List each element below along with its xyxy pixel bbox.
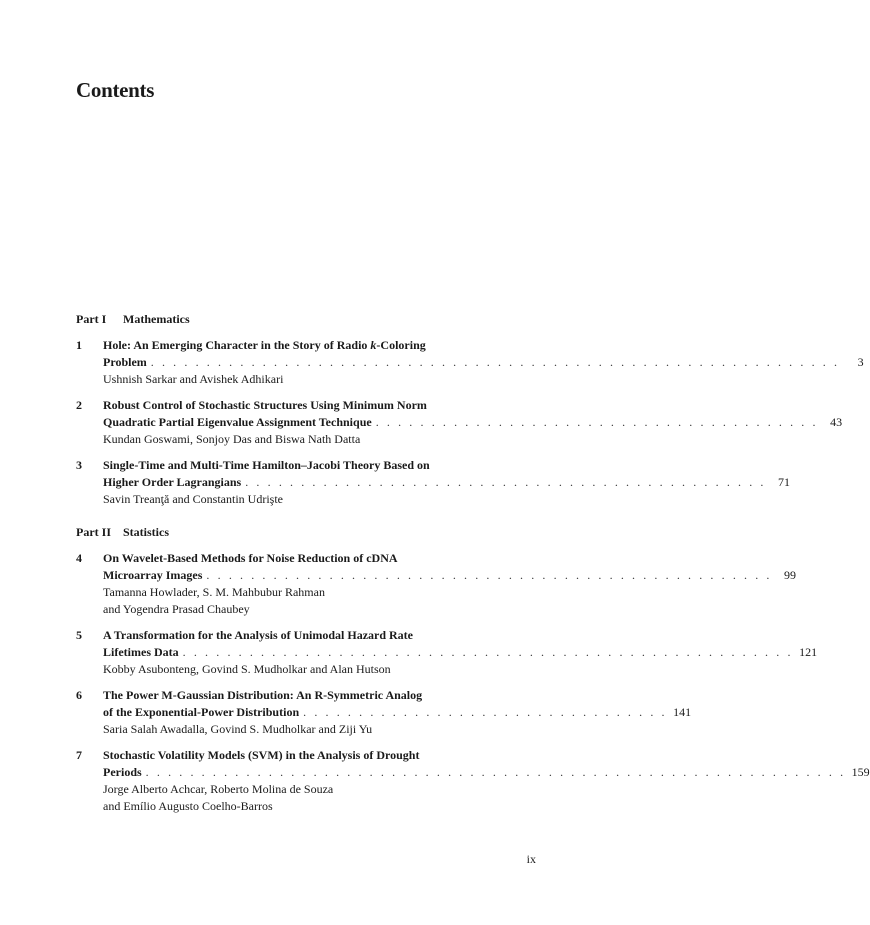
chapter-number: 3 xyxy=(76,458,82,472)
chapter-title-last-line xyxy=(103,354,864,371)
part-name: Mathematics xyxy=(123,312,190,326)
toc-entry[interactable] xyxy=(76,627,818,678)
chapter-title-line: Robust Control of Stochastic Structures Using Minimum Norm xyxy=(103,398,427,412)
chapter-number: 4 xyxy=(76,551,82,565)
dot-leader: . . . . . . . . . . . . . . . . . . . . . . . . . . . . . . . . . . . . . . . . xyxy=(375,415,819,429)
chapter-title-last-line xyxy=(103,567,797,584)
chapter-title-end: Problem xyxy=(103,355,147,369)
chapter-authors: Savin Treanţă and Constantin Udrişte xyxy=(103,492,283,506)
page-number: 99 xyxy=(784,568,797,582)
chapter-title-end: Lifetimes Data xyxy=(103,645,179,659)
chapter-number: 2 xyxy=(76,398,82,412)
chapter-title-line: Stochastic Volatility Models (SVM) in the Analysis of Drought xyxy=(103,748,420,762)
page-number: 43 xyxy=(830,415,843,429)
dot-leader: . . . . . . . . . . . . . . . . . . . . . . . . . . . . . . . . . . . . . . . . . . . . . . . xyxy=(245,475,767,489)
page-folio: ix xyxy=(526,852,536,866)
chapter-title-end: Higher Order Lagrangians xyxy=(103,475,242,489)
page-number: 121 xyxy=(799,645,818,659)
dot-leader: . . . . . . . . . . . . . . . . . . . . . . . . . . . . . . . . . xyxy=(303,705,668,719)
toc-entry[interactable] xyxy=(76,550,797,618)
chapter-authors: and Yogendra Prasad Chaubey xyxy=(103,602,250,616)
chapter-authors: Saria Salah Awadalla, Govind S. Mudholkar and Ziji Yu xyxy=(103,722,373,736)
chapter-authors: Jorge Alberto Achcar, Roberto Molina de Souza xyxy=(103,782,334,796)
chapter-title-end: Periods xyxy=(103,765,142,779)
chapter-title-end: Quadratic Partial Eigenvalue Assignment Technique xyxy=(103,415,372,429)
chapter-title-line: The Power M-Gaussian Distribution: An R-Symmetric Analog xyxy=(103,688,423,702)
chapter-authors: and Emílio Augusto Coelho-Barros xyxy=(103,799,273,813)
part-label: Part I xyxy=(76,312,107,326)
part-heading xyxy=(76,311,536,328)
page-title: Contents xyxy=(76,78,155,102)
page-number: 71 xyxy=(778,475,791,489)
chapter-title-last-line xyxy=(103,764,870,781)
part-label: Part II xyxy=(76,525,111,539)
dot-leader: . . . . . . . . . . . . . . . . . . . . . . . . . . . . . . . . . . . . . . . . . . . . . . . . . . . xyxy=(206,568,773,582)
chapter-title-line: Single-Time and Multi-Time Hamilton–Jacobi Theory Based on xyxy=(103,458,430,472)
dot-leader: . . . . . . . . . . . . . . . . . . . . . . . . . . . . . . . . . . . . . . . . . . . . . . . . . . . . . . . . . . . . . . xyxy=(150,355,840,369)
toc-entry[interactable] xyxy=(76,397,843,448)
chapter-title-last-line xyxy=(103,474,791,491)
table-of-contents xyxy=(76,311,870,815)
chapter-number: 5 xyxy=(76,628,82,642)
chapter-title-end: Microarray Images xyxy=(103,568,203,582)
toc-entry[interactable] xyxy=(76,457,791,508)
toc-entry[interactable] xyxy=(76,337,864,388)
toc-entry[interactable] xyxy=(76,747,870,815)
chapter-title-line: Hole: An Emerging Character in the Story of Radio k-Coloring xyxy=(103,338,426,352)
chapter-title-last-line xyxy=(103,644,818,661)
chapter-title-line: On Wavelet-Based Methods for Noise Reduction of cDNA xyxy=(103,551,398,565)
page-number: 3 xyxy=(857,355,864,369)
chapter-title-last-line xyxy=(103,414,843,431)
page-number: 159 xyxy=(851,765,870,779)
dot-leader: . . . . . . . . . . . . . . . . . . . . . . . . . . . . . . . . . . . . . . . . . . . . . . . . . . . . . . . . . . . . . . . xyxy=(145,765,846,779)
chapter-title-end: of the Exponential-Power Distribution xyxy=(103,705,300,719)
chapter-title-last-line xyxy=(103,704,692,721)
chapter-title-line: A Transformation for the Analysis of Unimodal Hazard Rate xyxy=(103,628,414,642)
chapter-authors: Kundan Goswami, Sonjoy Das and Biswa Nath Datta xyxy=(103,432,361,446)
chapter-authors: Ushnish Sarkar and Avishek Adhikari xyxy=(103,372,284,386)
part-name: Statistics xyxy=(123,525,169,539)
chapter-authors: Tamanna Howlader, S. M. Mahbubur Rahman xyxy=(103,585,325,599)
chapter-authors: Kobby Asubonteng, Govind S. Mudholkar and Alan Hutson xyxy=(103,662,391,676)
chapter-number: 6 xyxy=(76,688,82,702)
chapter-number: 7 xyxy=(76,748,82,762)
toc-entry[interactable] xyxy=(76,687,692,738)
dot-leader: . . . . . . . . . . . . . . . . . . . . . . . . . . . . . . . . . . . . . . . . . . . . . . . . . . . . . . . xyxy=(182,645,794,659)
page-number: 141 xyxy=(673,705,692,719)
chapter-number: 1 xyxy=(76,338,82,352)
part-heading xyxy=(76,524,536,541)
